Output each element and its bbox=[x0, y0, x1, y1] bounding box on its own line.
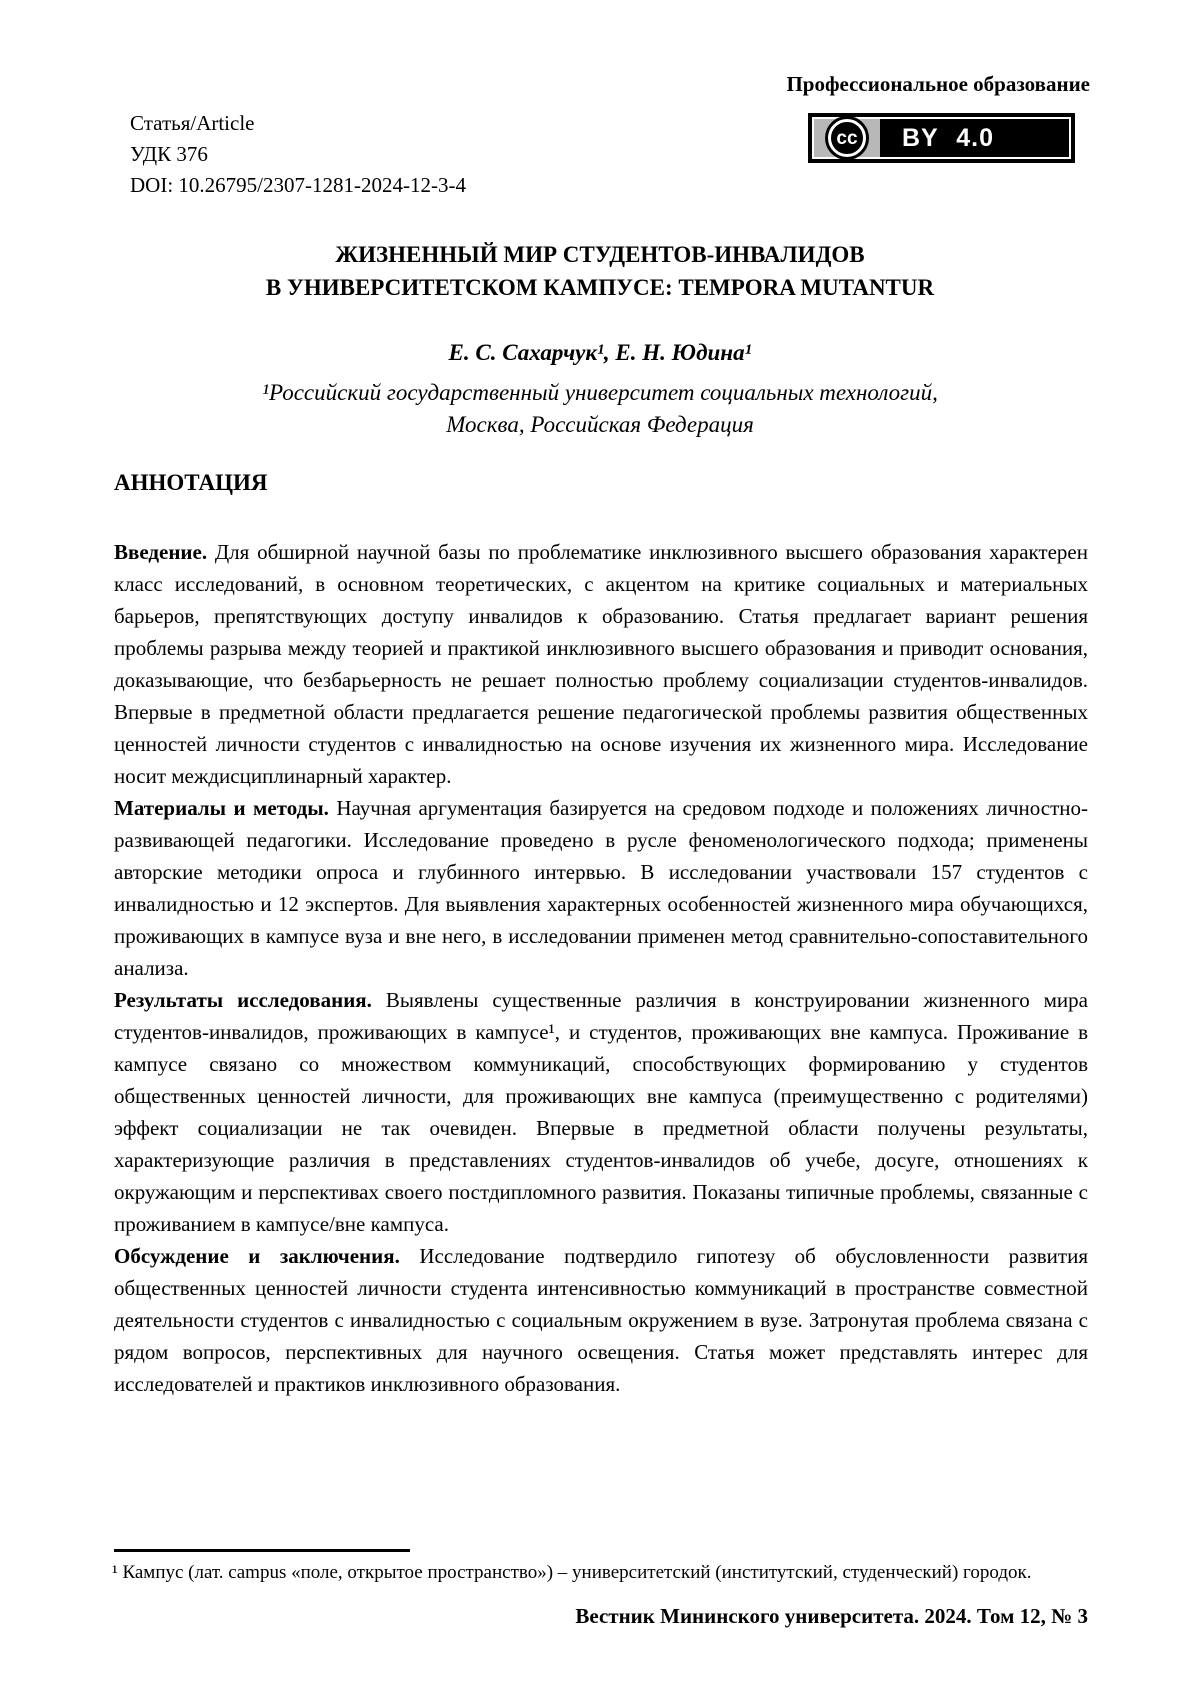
abstract-paragraph-results bbox=[114, 984, 1088, 1240]
article-title-line1: ЖИЗНЕННЫЙ МИР СТУДЕНТОВ-ИНВАЛИДОВ bbox=[335, 242, 865, 267]
abstract-paragraph-materials-methods bbox=[114, 792, 1088, 984]
cc-icon: cc bbox=[828, 119, 866, 157]
abstract-paragraph-introduction bbox=[114, 536, 1088, 792]
paragraph-text-results: Выявлены существенные различия в конструировании жизненного мира студентов-инвалидов, проживающих в кампусе¹, и студентов, проживающих вне кампуса. Проживание в кампусе связано со множеством коммуникаций, способствующих формированию у студентов общественных ценностей личности, для проживающих вне кампуса (преимущественно с родителями) эффект социализации не так очевиден. Впервые в предметной области получены результаты, характеризующие различия в представлениях студентов-инвалидов об учебе, досуге, отношениях к окружающим и перспективах своего постдипломного развития. Показаны типичные проблемы, связанные с проживанием в кампусе/вне кампуса. bbox=[114, 988, 1088, 1236]
paragraph-text-materials-methods: Научная аргументация базируется на средовом подходе и положениях личностно-развивающей педагогики. Исследование проведено в русле феноменологического подхода; применены авторские методики опроса и глубинного интервью. В исследовании участвовали 157 студентов с инвалидностью и 12 экспертов. Для выявления характерных особенностей жизненного мира обучающихся, проживающих в кампусе вуза и вне него, в исследовании применен метод сравнительно-сопоставительного анализа. bbox=[114, 796, 1089, 980]
paragraph-label-materials-methods: Материалы и методы. bbox=[114, 796, 329, 820]
paragraph-text-discussion-conclusions: Исследование подтвердило гипотезу об обусловленности развития общественных ценностей личности студента интенсивностью коммуникаций в пространстве совместной деятельности студентов с инвалидностью с социальным окружением в вузе. Затронутая проблема связана с рядом вопросов, перспективных для научного освещения. Статья может представлять интерес для исследователей и практиков инклюзивного образования. bbox=[114, 1244, 1088, 1396]
affiliation-line2: Москва, Российская Федерация bbox=[446, 412, 754, 437]
journal-footer: Вестник Мининского университета. 2024. Том 12, № 3 bbox=[575, 1604, 1088, 1628]
abstract-body bbox=[114, 536, 1088, 1400]
cc-logo-panel bbox=[814, 119, 880, 157]
paragraph-label-results: Результаты исследования. bbox=[114, 988, 372, 1012]
affiliation-line1: ¹Российский государственный университет социальных технологий, bbox=[262, 380, 938, 405]
article-title-line2: В УНИВЕРСИТЕТСКОМ КАМПУСЕ: TEMPORA MUTANTUR bbox=[265, 275, 935, 300]
paragraph-text-introduction: Для обширной научной базы по проблематике инклюзивного высшего образования характерен класс исследований, в основном теоретических, с акцентом на критике социальных и материальных барьеров, препятствующих доступу инвалидов к образованию. Статья предлагает вариант решения проблемы разрыва между теорией и практикой инклюзивного высшего образования и приводит основания, доказывающие, что безбарьерность не решает полностью проблему социализации студентов-инвалидов. Впервые в предметной области предлагается решение педагогической проблемы развития общественных ценностей личности студентов с инвалидностью на основе изучения их жизненного мира. Исследование носит междисциплинарный характер. bbox=[114, 540, 1088, 788]
cc-license-badge[interactable] bbox=[808, 113, 1075, 163]
footnote-divider bbox=[114, 1549, 410, 1552]
authors-line: Е. С. Сахарчук¹, Е. Н. Юдина¹ bbox=[448, 340, 752, 365]
udc-label: УДК 376 bbox=[130, 142, 208, 166]
article-meta-block bbox=[130, 108, 466, 201]
affiliation-block bbox=[0, 377, 1200, 441]
paragraph-label-introduction: Введение. bbox=[114, 540, 208, 564]
journal-section-label: Профессиональное образование bbox=[786, 72, 1090, 96]
doi-label: DOI: 10.26795/2307-1281-2024-12-3-4 bbox=[130, 173, 466, 197]
abstract-paragraph-discussion-conclusions bbox=[114, 1240, 1088, 1400]
footnote-text: ¹ Кампус (лат. campus «поле, открытое пространство») – университетский (институтский, студенческий) городок. bbox=[112, 1562, 1032, 1583]
article-title bbox=[0, 238, 1200, 304]
abstract-heading: АННОТАЦИЯ bbox=[114, 470, 268, 495]
paragraph-label-discussion-conclusions: Обсуждение и заключения. bbox=[114, 1244, 400, 1268]
cc-license-badge-frame bbox=[812, 117, 1071, 159]
cc-license-text: BY 4.0 bbox=[902, 123, 994, 152]
article-type-label: Статья/Article bbox=[130, 111, 255, 135]
